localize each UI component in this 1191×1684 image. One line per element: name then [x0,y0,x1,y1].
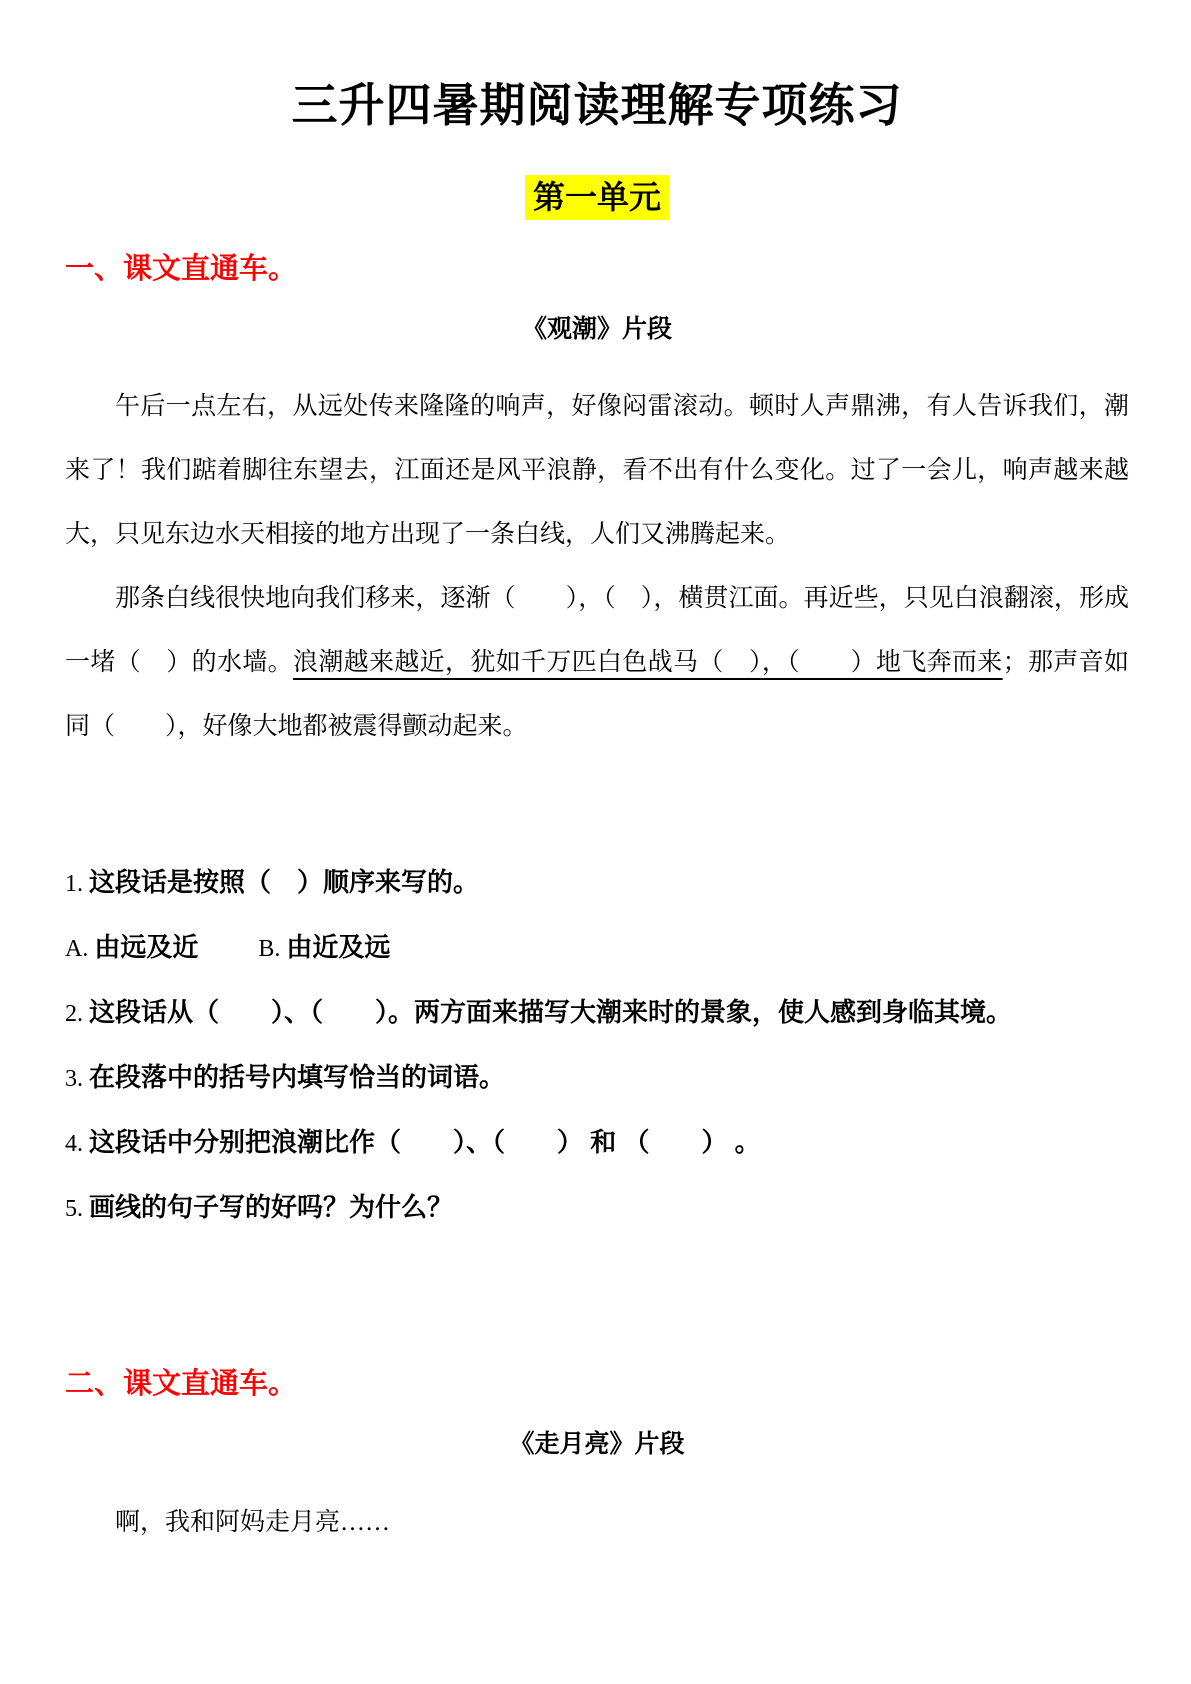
option-a-text: 由远及近 [94,931,199,962]
option-b-label: B. [258,935,281,962]
question-4-text: 这段话中分别把浪潮比作（ ）、（ ） 和 （ ） 。 [89,1126,761,1157]
passage-1-title: 《观潮》片段 [521,315,672,343]
option-b-text: 由近及远 [286,931,391,962]
passage-2-title: 《走月亮》片段 [509,1430,685,1458]
question-2 [65,989,1129,1040]
question-5-number: 5. [65,1195,83,1222]
question-list [65,859,1129,1235]
option-a [65,931,199,962]
question-3 [65,1054,1129,1105]
passage-2-paragraph-1: 啊，我和阿妈走月亮…… [115,1508,391,1536]
question-5 [65,1184,1129,1235]
section-2 [65,1367,1129,1541]
underlined-sentence: 浪潮越来越近，犹如千万匹白色战马（ ），（ ）地飞奔而来 [293,648,1003,676]
page-title: 三升四暑期阅读理解专项练习 [291,79,903,131]
passage-1-body [65,375,1129,759]
question-1-text: 这段话是按照（ ）顺序来写的。 [89,866,480,897]
question-4-number: 4. [65,1130,83,1157]
question-2-number: 2. [65,1000,83,1027]
question-1 [65,859,1129,910]
paragraph-2-normal-text: 那条白线很快地向我们移来，逐渐（ ），（ ），横贯江面。再近些，只见白浪翻滚，形成一堵（ ）的水墙。 [65,584,1129,676]
passage-1-paragraph-1: 午后一点左右，从远处传来隆隆的响声，好像闷雷滚动。顿时人声鼎沸，有人告诉我们，潮来了！我们踮着脚往东望去，江面还是风平浪静，看不出有什么变化。过了一会儿，响声越来越大，只见东边水天相接的地方出现了一条白线，人们又沸腾起来。 [65,392,1129,548]
option-a-label: A. [65,935,89,962]
question-1-options [65,924,1129,975]
section-1-heading: 一、课文直通车。 [65,252,298,285]
section-1 [65,252,1129,1235]
unit-row [65,175,1129,220]
question-1-number: 1. [65,870,83,897]
question-5-text: 画线的句子写的好吗？为什么？ [89,1191,454,1222]
passage-1-paragraph-2 [65,567,1129,759]
paragraph-2-tail-text: ；那声音如同（ ），好像大地都被震得颤动起来。 [65,648,1129,740]
question-4 [65,1119,1129,1170]
option-b [258,931,391,962]
question-3-number: 3. [65,1065,83,1092]
question-3-text: 在段落中的括号内填写恰当的词语。 [89,1061,506,1092]
question-2-text: 这段话从（ ）、（ ）。两方面来描写大潮来时的景象，使人感到身临其境。 [89,996,1013,1027]
unit-badge: 第一单元 [525,175,669,220]
section-2-heading: 二、课文直通车。 [65,1367,298,1400]
